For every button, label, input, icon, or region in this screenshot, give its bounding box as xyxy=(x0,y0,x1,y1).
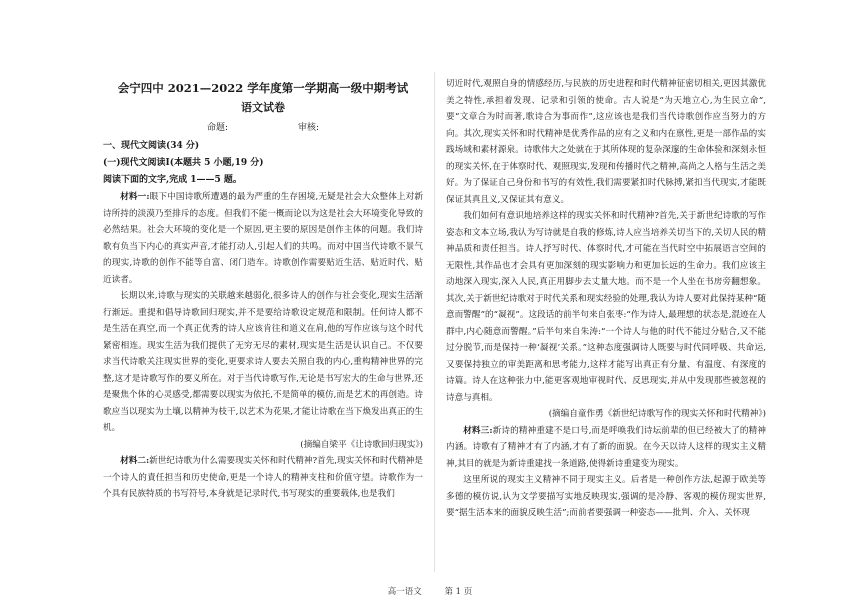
material2-paragraph1 xyxy=(103,453,423,503)
footer-page-number: 第 1 页 xyxy=(444,587,473,597)
material3-label: 材料三: xyxy=(463,425,493,436)
left-column xyxy=(103,76,423,503)
exam-title: 会宁四中 2021—2022 学年度第一学期高一级中期考试 xyxy=(117,81,409,95)
material1-source: (摘编自梁平《让诗歌回归现实》) xyxy=(300,439,423,450)
right-column xyxy=(446,76,766,522)
material1-paragraph1 xyxy=(103,189,423,288)
material1-paragraph2: 长期以来,诗歌与现实的关联越来越弱化,很多诗人的创作与社会变化,现实生活渐行渐远。重提和倡导诗歌回归现实,并不是要给诗歌设定规范和限制。任何诗人都不是生活在真空,而一个真正优秀的诗人应该肯往和道义在肩,他的写作应该与这个时代紧密相连。现实生活为我们提供了无穷无尽的素材,现实是生活是认识自己。不仅要求当代诗歌关注现实世界的变化,更要求诗人要去关照自我的内心,重构精神世界的完整,这才是诗歌写作的要义所在。对于当代诗歌写作,无论是书写宏大的生命与世界,还是聚焦个体的心灵感受,都需要以现实为依托,不是简单的模仿,而是艺术的再创造。诗歌应当以现实为土壤,以精神为枝干,以艺术为花果,才能让诗歌在当下焕发出真正的生机。 xyxy=(103,291,423,433)
material1-text1: 眼下中国诗歌所遭遇的最为严重的生存困境,无疑是社会大众整体上对新诗所持的淡漠乃至排斥的态度。但我们不能一概而论以为这是社会大环境变化导致的必然结果。社会大环境的变化是一个原因,更主要的原因是创作主体的问题。我们诗歌有负当下内心的真实声音,才能打动人,引起人们的共鸣。而对中国当代诗歌不景气的现实,诗歌的创作不能等自富、闭门造车。诗歌创作需要贴近生活、贴近时代、贴近读者。 xyxy=(103,192,423,285)
material1-label: 材料一: xyxy=(120,192,150,202)
material3-text1: 新诗的精神重建不是口号,而是呼唤我们诗坛前辈的但已经被大了的精神内涵。诗歌有了精神才有了内涵,才有了新的面貌。在今天以诗人这样的现实主义精神,其目的就是为新诗重建找一条道路,使得新诗重建变为现实。 xyxy=(446,425,766,469)
section-heading: 一、现代文阅读(34 分) xyxy=(103,141,200,151)
proposer-label: 命题: xyxy=(206,123,228,133)
material3-paragraph1 xyxy=(446,423,766,473)
reading-instruction: 阅读下面的文字,完成 1——5 题。 xyxy=(103,175,242,185)
material2-text1: 新世纪诗歌为什么需要现实关怀和时代精神?首先,现实关怀和时代精神是一个诗人的責任担当和历史使命,更是一个诗人的精神支柱和价值守望。诗歌作为一个具有民族特质的书写符号,本身就是记录时代,书写现实的重要载体,也是我们 xyxy=(103,456,423,499)
page-footer xyxy=(0,585,860,597)
reviewer-label: 审核: xyxy=(298,123,320,133)
footer-subject: 高一语文 xyxy=(387,587,422,597)
sub-section-heading: (一)现代文阅读Ⅰ(本题共 5 小题,19 分) xyxy=(103,158,264,168)
exam-subtitle: 语文试卷 xyxy=(241,101,285,114)
material3-paragraph2: 这里所说的现实主义精神不同于现实主义。后者是一种创作方法,起源于欧美等多德的模仿说,认为文学要描写实地反映现实,强调的是冷静、客观的模仿现实世界,要“据生活本来的面貌反映生活”;而前者要强调一种姿态——批判、介入、关怀现 xyxy=(446,475,766,518)
material2-label: 材料二: xyxy=(120,456,150,466)
column-divider xyxy=(434,72,435,572)
material2-source: (摘编自童作勇《新世纪诗歌写作的现实关怀和时代精神》) xyxy=(548,409,766,419)
sign-row xyxy=(103,118,423,138)
material2-paragraph1-cont: 切近时代,观照自身的情感经历,与民族的历史进程和时代精神征密切相关,更因其激优美之特性,承担着发现、记录和引领的使命。古人说是“为天地立心,为生民立命”,要“文章合为时而著,歌诗合为事而作”,这应该也是我们当代诗歌创作应当努力的方向。其次,现实关怀和时代精神是优秀作品的应有之义和内在禀性,更是一部作品的实践场域和素材源泉。诗歌伟大之处就在于其所体现的复杂深邃的生命体验和深刻永恒的现实关怀,在于体察时代、观照现实,发现和传播时代之精神,高尚之人格与生活之美好。为了保证自己身份和书写的有效性,我们需要紧扣时代脉搏,紧扣当代现实,才能既保证其真且义,又保证其有意义。 xyxy=(446,79,766,205)
material2-paragraph2: 我们如何有意识地培养这样的现实关怀和时代精神?首先,关于新世纪诗歌的写作姿态和文本立场,我认为写诗就是自我的修炼,诗人应当培养关切当下的,关切人民的精神品质和责任担当。诗人抒写时代、体察时代,才可能在当代时空中拓展语言空间的无限性,其作品也才会具有更加深刻的现实影响力和更加长远的生命力。我们应该主动地深入现实,深入人民,真正用脚步去丈量大地。而不是一个人坐在书房旁翻想象。其次,关于新世纪诗歌对于时代关系和现实经验的处理,我认为诗人要对此保持某种“随意而警醒”的“凝视”。这段话的前半句来自张枣:“作为诗人,最理想的状态是,混迹在人群中,内心随意而警醒。”后半句来自朱涛:“一个诗人与他的时代不能过分贴合,又不能过分脱节,而是保持一种‘凝视’关系。”这种态度强调诗人既要与时代同呼吸、共命运,又要保持独立的审美距离和思考能力,这样才能写出真正有分量、有温度、有深度的诗篇。诗人在这种张力中,能更客观地审视时代、反思现实,并从中发现那些被忽视的诗意与真相。 xyxy=(446,211,766,403)
